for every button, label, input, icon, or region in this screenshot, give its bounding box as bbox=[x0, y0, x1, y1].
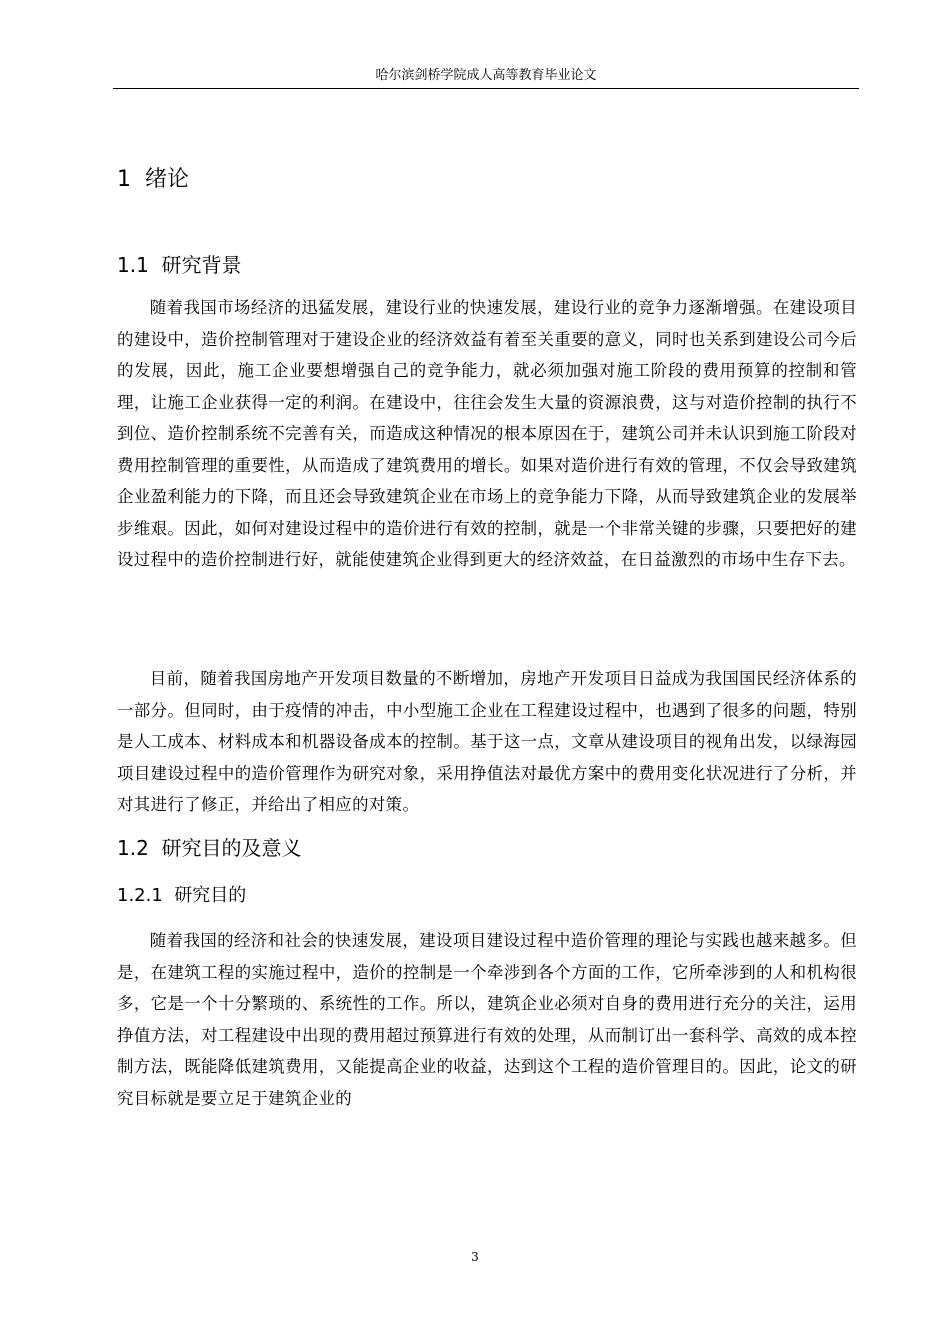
section-title-text: 研究背景 bbox=[161, 253, 242, 277]
page-number: 3 bbox=[471, 1250, 479, 1264]
subsection-heading-1-2-1 bbox=[117, 884, 246, 908]
body-paragraph: 随着我国的经济和社会的快速发展，建设项目建设过程中造价管理的理论与实践也越来越多。但是，在建筑工程的实施过程中，造价的控制是一个牵涉到各个方面的工作，它所牵涉到的人和机构很多，它是一个十分繁琐的、系统性的工作。所以，建筑企业必须对自身的费用进行充分的关注，运用挣值方法，对工程建设中出现的费用超过预算进行有效的处理，从而制订出一套科学、高效的成本控制方法，既能降低建筑费用，又能提高企业的收益，达到这个工程的造价管理目的。因此，论文的研究目标就是要立足于建筑企业的 bbox=[117, 931, 857, 1108]
chapter-heading bbox=[117, 166, 189, 194]
section-number: 1.1 bbox=[117, 253, 149, 277]
section-heading-1-1 bbox=[117, 252, 242, 278]
subsection-number: 1.2.1 bbox=[117, 885, 163, 906]
chapter-title-text: 绪论 bbox=[145, 167, 190, 192]
chapter-number: 1 bbox=[117, 167, 131, 192]
subsection-title-text: 研究目的 bbox=[174, 885, 247, 906]
section-heading-1-2 bbox=[117, 835, 302, 861]
body-paragraph: 目前，随着我国房地产开发项目数量的不断增加，房地产开发项目日益成为我国国民经济体系的一部分。但同时，由于疫情的冲击，中小型施工企业在工程建设过程中，也遇到了很多的问题，特别是人工成本、材料成本和机器设备成本的控制。基于这一点，文章从建设项目的视角出发，以绿海园项目建设过程中的造价管理作为研究对象，采用挣值法对最优方案中的费用变化状况进行了分析，并对其进行了修正，并给出了相应的对策。 bbox=[117, 669, 857, 814]
header-rule bbox=[113, 88, 859, 89]
body-paragraph: 随着我国市场经济的迅猛发展，建设行业的快速发展，建设行业的竞争力逐渐增强。在建设项目的建设中，造价控制管理对于建设企业的经济效益有着至关重要的意义，同时也关系到建设公司今后的发展，因此，施工企业要想增强自己的竞争能力，就必须加强对施工阶段的费用预算的控制和管理，让施工企业获得一定的利润。在建设中，往往会发生大量的资源浪费，这与对造价控制的执行不到位、造价控制系统不完善有关，而造成这种情况的根本原因在于，建筑公司并未认识到施工阶段对费用控制管理的重要性，从而造成了建筑费用的增长。如果对造价进行有效的管理，不仅会导致建筑企业盈利能力的下降，而且还会导致建筑企业在市场上的竞争能力下降，从而导致建筑企业的发展举步维艰。因此，如何对建设过程中的造价进行有效的控制，就是一个非常关键的步骤，只要把好的建设过程中的造价控制进行好，就能使建筑企业得到更大的经济效益，在日益激烈的市场中生存下去。 bbox=[117, 298, 857, 569]
section-title-text: 研究目的及意义 bbox=[161, 836, 302, 860]
running-header: 哈尔滨剑桥学院成人高等教育毕业论文 bbox=[375, 68, 597, 83]
section-number: 1.2 bbox=[117, 836, 149, 860]
